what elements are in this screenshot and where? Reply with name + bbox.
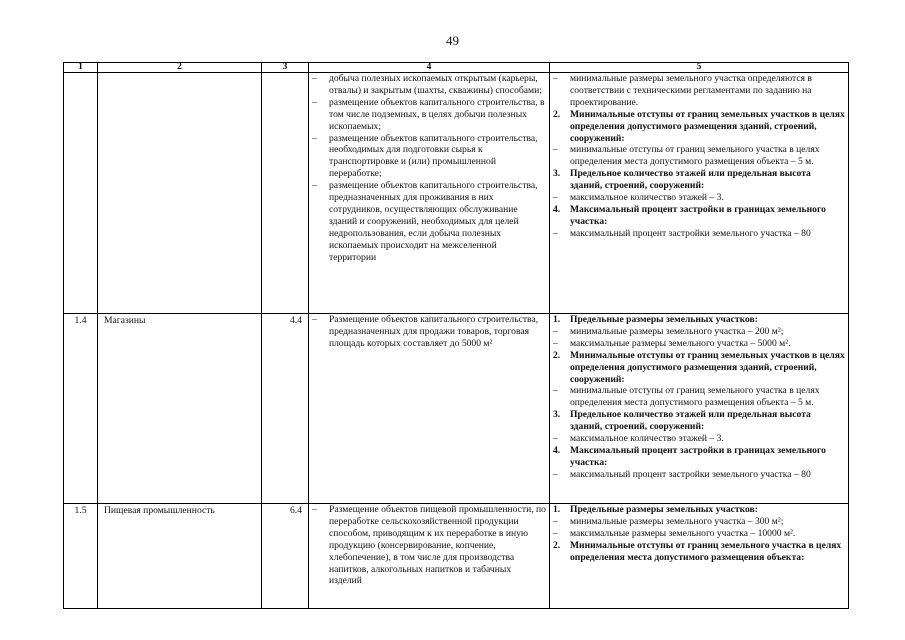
item-text: максимальные размеры земельного участка – 10000 м². [570, 527, 796, 539]
item-text: максимальный процент застройки земельного участка – 80 [570, 468, 811, 480]
parameter-item [550, 73, 848, 109]
dash-marker: – [312, 96, 317, 108]
row-number: 1.5 [64, 504, 98, 609]
use-type-code [262, 73, 309, 314]
dash-marker: – [553, 433, 558, 445]
dash-marker: – [553, 337, 558, 349]
number-marker: 3. [553, 409, 561, 421]
dash-marker: – [553, 515, 558, 527]
item-text: минимальные отступы от границ земельного участка в целях определения места допустимого размещения объекта – 5 м. [570, 144, 820, 168]
page-number: 49 [446, 33, 459, 48]
use-description-cell [309, 504, 550, 609]
row-number: 1.4 [64, 314, 98, 504]
number-marker: 1. [553, 504, 561, 515]
item-text: максимальные размеры земельного участка – 5000 м². [570, 337, 791, 349]
use-description-list [309, 73, 549, 264]
parameter-heading [550, 109, 848, 145]
item-text: Минимальные отступы от границ земельных участков в целях определения допустимого размещения зданий, строений, сооружений: [570, 349, 845, 385]
header-cell-4: 4 [309, 63, 550, 73]
parameter-item [550, 228, 848, 240]
dash-marker: – [312, 132, 317, 144]
parameter-item [550, 144, 848, 168]
dash-marker: – [312, 180, 317, 192]
dash-marker: – [553, 385, 558, 397]
parameters-list [550, 314, 848, 481]
use-description-item [309, 73, 549, 97]
dash-marker: – [553, 227, 558, 239]
dash-marker: – [312, 73, 317, 84]
item-text: минимальные отступы от границ земельного участка в целях определения места допустимого размещения объекта – 5 м. [570, 385, 820, 409]
use-description-list [309, 504, 549, 587]
item-text: минимальные размеры земельного участка – 200 м²; [570, 325, 784, 337]
zoning-table [63, 62, 849, 609]
parameters-cell [550, 314, 849, 504]
parameters-cell [550, 73, 849, 314]
item-text: Предельные размеры земельных участков: [570, 504, 758, 515]
header-cell-2: 2 [98, 63, 262, 73]
table-row [64, 314, 849, 504]
item-text: Минимальные отступы от границ земельных участков в целях определения допустимого размещения зданий, строений, сооружений: [570, 108, 845, 144]
item-text: добыча полезных ископаемых открытым (карьеры, отвалы) и закрытым (шахты, скважины) способами; [329, 73, 542, 96]
parameter-item [550, 385, 848, 409]
dash-marker: – [553, 73, 558, 84]
parameter-item [550, 469, 848, 481]
number-marker: 2. [553, 349, 561, 361]
item-text: Размещение объектов пищевой промышленности, по переработке сельскохозяйственной продукции способом, приводящим к их переработке в иную продукцию (консервирование, копчение, хлебопечение), в том числе для производства напитков, алкогольных напитков и табачных изделий [329, 504, 546, 587]
item-text: минимальные размеры земельного участка определяются в соответствии с техническими регламентами по заданию на проектирование. [570, 73, 812, 108]
use-description-item [309, 180, 549, 263]
number-marker: 4. [553, 203, 561, 215]
table-row [64, 73, 849, 314]
table-row [64, 504, 849, 609]
parameter-heading [550, 204, 848, 228]
parameters-list [550, 73, 848, 240]
number-marker: 1. [553, 314, 561, 325]
dash-marker: – [553, 468, 558, 480]
parameter-item [550, 433, 848, 445]
item-text: минимальные размеры земельного участка – 300 м²; [570, 515, 784, 527]
number-marker: 4. [553, 444, 561, 456]
item-text: максимальный процент застройки земельного участка – 80 [570, 227, 811, 239]
header-cell-3: 3 [262, 63, 309, 73]
use-description-cell [309, 314, 550, 504]
parameter-heading [550, 445, 848, 469]
dash-marker: – [553, 325, 558, 337]
dash-marker: – [312, 314, 317, 325]
use-description-cell [309, 73, 550, 314]
parameter-heading [550, 168, 848, 192]
use-type-code: 4.4 [262, 314, 309, 504]
use-description-item [309, 97, 549, 133]
item-text: размещение объектов капитального строительства, необходимых для подготовки сырья к транспортировке и (или) промышленной переработке; [329, 132, 538, 180]
dash-marker: – [312, 504, 317, 515]
header-cell-1: 1 [64, 63, 98, 73]
parameter-item [550, 528, 848, 540]
parameters-cell [550, 504, 849, 609]
parameter-heading [550, 350, 848, 386]
item-text: Размещение объектов капитального строительства, предназначенных для продажи товаров, торговая площадь которых составляет до 5000 м² [329, 314, 539, 349]
item-text: размещение объектов капитального строительства, в том числе подземных, в целях добычи полезных ископаемых; [329, 96, 545, 132]
use-type-code: 6.4 [262, 504, 309, 609]
item-text: максимальное количество этажей – 3. [570, 433, 724, 445]
header-row [64, 63, 849, 73]
parameter-heading [550, 540, 848, 564]
number-marker: 3. [553, 168, 561, 180]
parameter-heading [550, 504, 848, 516]
item-text: Предельное количество этажей или предельная высота зданий, строений, сооружений: [570, 168, 811, 192]
parameter-item [550, 326, 848, 338]
item-text: размещение объектов капитального строительства, предназначенных для проживания в них сотрудников, осуществляющих обслуживание зданий и сооружений, необходимых для целей недропользования, если добыча полезных ископаемых происходит на межселенной территории [329, 180, 538, 263]
header-cell-5: 5 [550, 63, 849, 73]
parameter-heading [550, 314, 848, 326]
item-text: максимальное количество этажей – 3. [570, 192, 724, 204]
item-text: Минимальные отступы от границ земельного участка в целях определения места допустимого размещения объекта: [570, 539, 842, 563]
use-description-item [309, 314, 549, 350]
item-text: Предельное количество этажей или предельная высота зданий, строений, сооружений: [570, 409, 811, 433]
item-text: Максимальный процент застройки в границах земельного участка: [570, 203, 826, 227]
use-description-item [309, 133, 549, 181]
dash-marker: – [553, 192, 558, 204]
parameter-item [550, 192, 848, 204]
row-number [64, 73, 98, 314]
parameter-item [550, 516, 848, 528]
parameter-heading [550, 409, 848, 433]
use-type-name: Пищевая промышленность [98, 504, 262, 609]
use-description-list [309, 314, 549, 350]
parameters-list [550, 504, 848, 564]
use-type-name: Магазины [98, 314, 262, 504]
use-description-item [309, 504, 549, 587]
parameter-item [550, 338, 848, 350]
dash-marker: – [553, 144, 558, 156]
number-marker: 2. [553, 108, 561, 120]
number-marker: 2. [553, 539, 561, 551]
dash-marker: – [553, 527, 558, 539]
item-text: Предельные размеры земельных участков: [570, 314, 758, 325]
use-type-name [98, 73, 262, 314]
item-text: Максимальный процент застройки в границах земельного участка: [570, 444, 826, 468]
